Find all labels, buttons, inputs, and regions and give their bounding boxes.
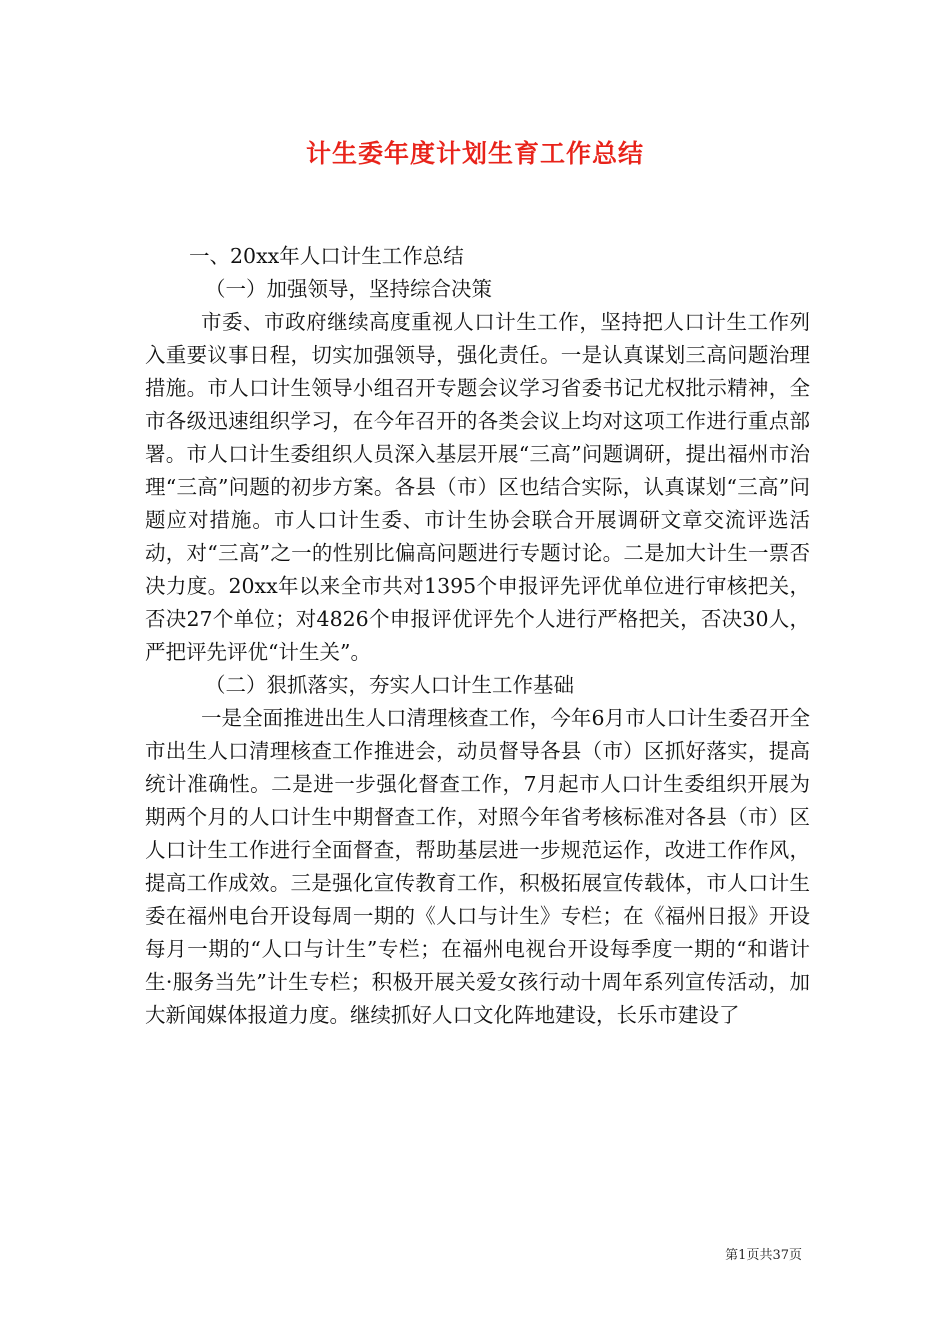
section-heading-1: 一、20xx年人口计生工作总结 <box>189 244 464 268</box>
document-body <box>145 240 810 1032</box>
subsection-heading-2: （二）狠抓落实，夯实人口计生工作基础 <box>205 673 574 697</box>
page-number: 第1页共37页 <box>725 1248 802 1263</box>
document-title: 计生委年度计划生育工作总结 <box>305 139 644 168</box>
paragraph-2: 一是全面推进出生人口清理核查工作，今年6月市人口计生委召开全市出生人口清理核查工作推进会，动员督导各县（市）区抓好落实，提高统计准确性。二是进一步强化督查工作，7月起市人口计生委组织开展为期两个月的人口计生中期督查工作，对照今年省考核标准对各县（市）区人口计生工作进行全面督查，帮助基层进一步规范运作，改进工作作风，提高工作成效。三是强化宣传教育工作，积极拓展宣传载体，市人口计生委在福州电台开设每周一期的《人口与计生》专栏；在《福州日报》开设每月一期的“人口与计生”专栏；在福州电视台开设每季度一期的“和谐计生·服务当先”计生专栏；积极开展关爱女孩行动十周年系列宣传活动，加大新闻媒体报道力度。继续抓好人口文化阵地建设，长乐市建设了 <box>145 706 810 1027</box>
paragraph-1: 市委、市政府继续高度重视人口计生工作，坚持把人口计生工作列入重要议事日程，切实加强领导，强化责任。一是认真谋划三高问题治理措施。市人口计生领导小组召开专题会议学习省委书记尤权批示精神，全市各级迅速组织学习，在今年召开的各类会议上均对这项工作进行重点部署。市人口计生委组织人员深入基层开展“三高”问题调研，提出福州市治理“三高”问题的初步方案。各县（市）区也结合实际，认真谋划“三高”问题应对措施。市人口计生委、市计生协会联合开展调研文章交流评选活动，对“三高”之一的性别比偏高问题进行专题讨论。二是加大计生一票否决力度。20xx年以来全市共对1395个申报评先评优单位进行审核把关，否决27个单位；对4826个申报评优评先个人进行严格把关，否决30人，严把评先评优“计生关”。 <box>145 310 810 664</box>
subsection-heading-1: （一）加强领导，坚持综合决策 <box>205 277 492 301</box>
